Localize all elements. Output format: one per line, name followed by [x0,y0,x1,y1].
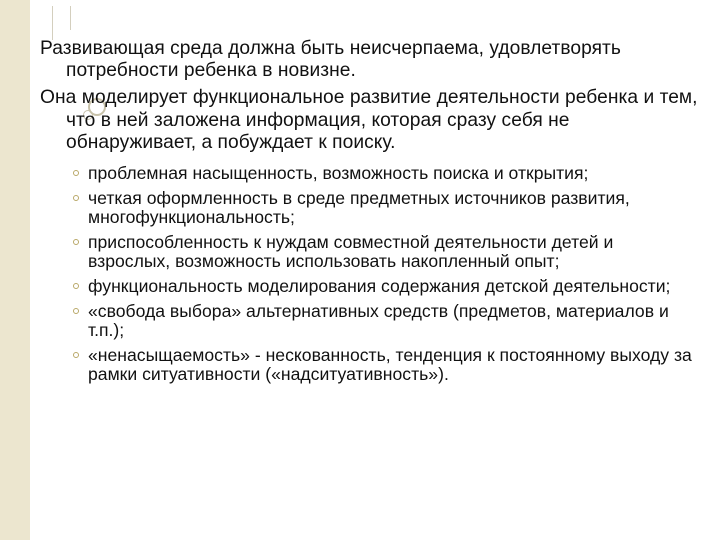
bullet-list [40,164,700,384]
list-item-text: проблемная насыщенность, возможность поиска и открытия; [88,163,589,184]
left-decorative-band [0,0,30,540]
list-item [88,164,700,183]
bullet-circle-icon [73,195,79,201]
list-item-text: функциональность моделирования содержания детской деятельности; [88,276,671,297]
list-item [88,233,700,271]
bullet-circle-icon [73,283,79,289]
list-item-text: приспособленность к нуждам совместной деятельности детей и взрослых, возможность использовать накопленный опыт; [88,232,614,271]
bullet-circle-icon [73,308,79,314]
list-item-text: «ненасыщаемость» - нескованность, тенденция к постоянному выходу за рамки ситуативности («надситуативность»). [88,345,692,385]
list-item [88,277,700,296]
bullet-circle-icon [73,170,79,176]
slide-content [40,38,700,390]
list-item [88,346,700,384]
paragraph-environment: Развивающая среда должна быть неисчерпаема, удовлетворять потребности ребенка в новизне. [40,38,621,82]
list-item-text: четкая оформленность в среде предметных источников развития, многофункциональность; [88,188,630,227]
bullet-circle-icon [73,352,79,358]
bullet-circle-icon [73,239,79,245]
list-item [88,302,700,340]
decorative-rule [52,6,53,40]
list-item [88,189,700,227]
list-item-text: «свобода выбора» альтернативных средств (предметов, материалов и т.п.); [88,301,669,341]
decorative-rule [70,6,71,30]
paragraph-modeling: Она моделирует функциональное развитие деятельности ребенка и тем, что в ней заложена информация, которая сразу себя не обнаруживает, а побуждает к поиску. [40,87,698,153]
